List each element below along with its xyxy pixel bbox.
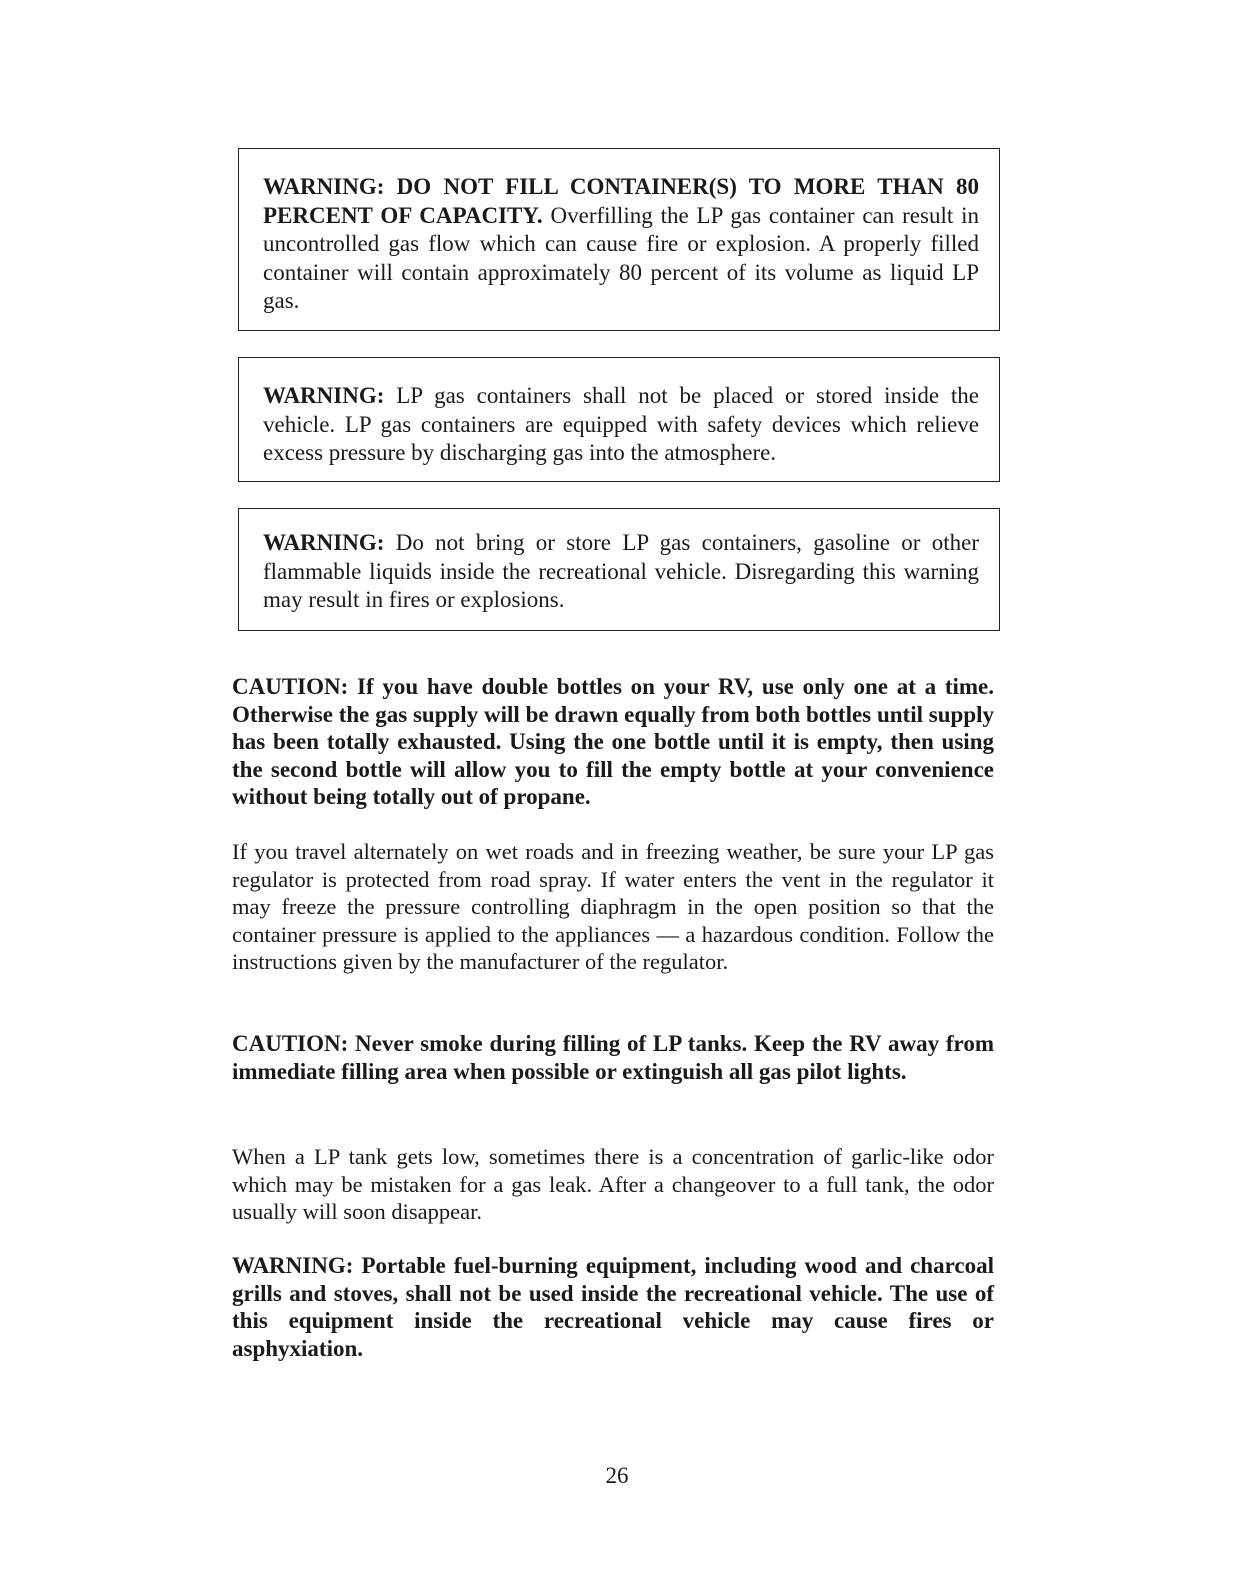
caution-double-bottles-lead: CAUTION: bbox=[232, 674, 349, 699]
warning-flammables-body: Do not bring or store LP gas containers, gasoline or other flammable liquids inside the recreational vehicle. Disregarding this warning may result in fires or explosions. bbox=[263, 530, 979, 612]
page-number: 26 bbox=[605, 1463, 629, 1488]
warning-flammables-text bbox=[263, 529, 979, 615]
warning-portable-body: Portable fuel-burning equipment, including wood and charcoal grills and stoves, shall not be used inside the recreational vehicle. The use of this equipment inside the recreational vehicle may cause fires or asphyxiation. bbox=[232, 1253, 994, 1361]
warning-box-overfill bbox=[238, 148, 1000, 331]
warning-overfill-body: Overfilling the LP gas container can result in uncontrolled gas flow which can cause fire or explosion. A properly filled container will contain approximately 80 percent of its volume as liquid LP gas. bbox=[263, 202, 979, 313]
warning-storage-text bbox=[263, 382, 979, 468]
warning-box-flammables bbox=[238, 508, 1000, 631]
paragraph-regulator-spray: If you travel alternately on wet roads and in freezing weather, be sure your LP gas regulator is protected from road spray. If water enters the vent in the regulator it may freeze the pressure controlling diaphragm in the open position so that the container pressure is applied to the appliances — a hazardous condition. Follow the instructions given by the manufacturer of the regulator. bbox=[232, 839, 994, 974]
caution-double-bottles bbox=[232, 673, 994, 811]
warning-flammables-lead: WARNING: bbox=[263, 530, 385, 555]
caution-smoking bbox=[232, 1030, 994, 1085]
warning-portable-equipment bbox=[232, 1252, 994, 1362]
warning-box-storage bbox=[238, 357, 1000, 482]
caution-smoking-body: Never smoke during filling of LP tanks. Keep the RV away from immediate filling area when possible or extinguish all gas pilot lights. bbox=[232, 1031, 994, 1084]
warning-overfill-text bbox=[263, 173, 979, 316]
warning-storage-lead: WARNING: bbox=[263, 383, 385, 408]
warning-storage-body: LP gas containers shall not be placed or stored inside the vehicle. LP gas containers are equipped with safety devices which relieve excess pressure by discharging gas into the atmosphere. bbox=[263, 383, 979, 465]
caution-double-bottles-body: If you have double bottles on your RV, use only one at a time. Otherwise the gas supply will be drawn equally from both bottles until supply has been totally exhausted. Using the one bottle until it is empty, then using the second bottle will allow you to fill the empty bottle at your convenience without being totally out of propane. bbox=[232, 674, 994, 809]
warning-overfill-lead: WARNING: DO NOT FILL CONTAINER(S) TO MORE THAN 80 PERCENT OF CAPACITY. bbox=[263, 174, 979, 228]
caution-smoking-lead: CAUTION: bbox=[232, 1031, 349, 1056]
warning-portable-lead: WARNING: bbox=[232, 1253, 354, 1278]
paragraph-garlic-odor: When a LP tank gets low, sometimes there is a concentration of garlic-like odor which may be mistaken for a gas leak. After a changeover to a full tank, the odor usually will soon disappear. bbox=[232, 1144, 994, 1224]
